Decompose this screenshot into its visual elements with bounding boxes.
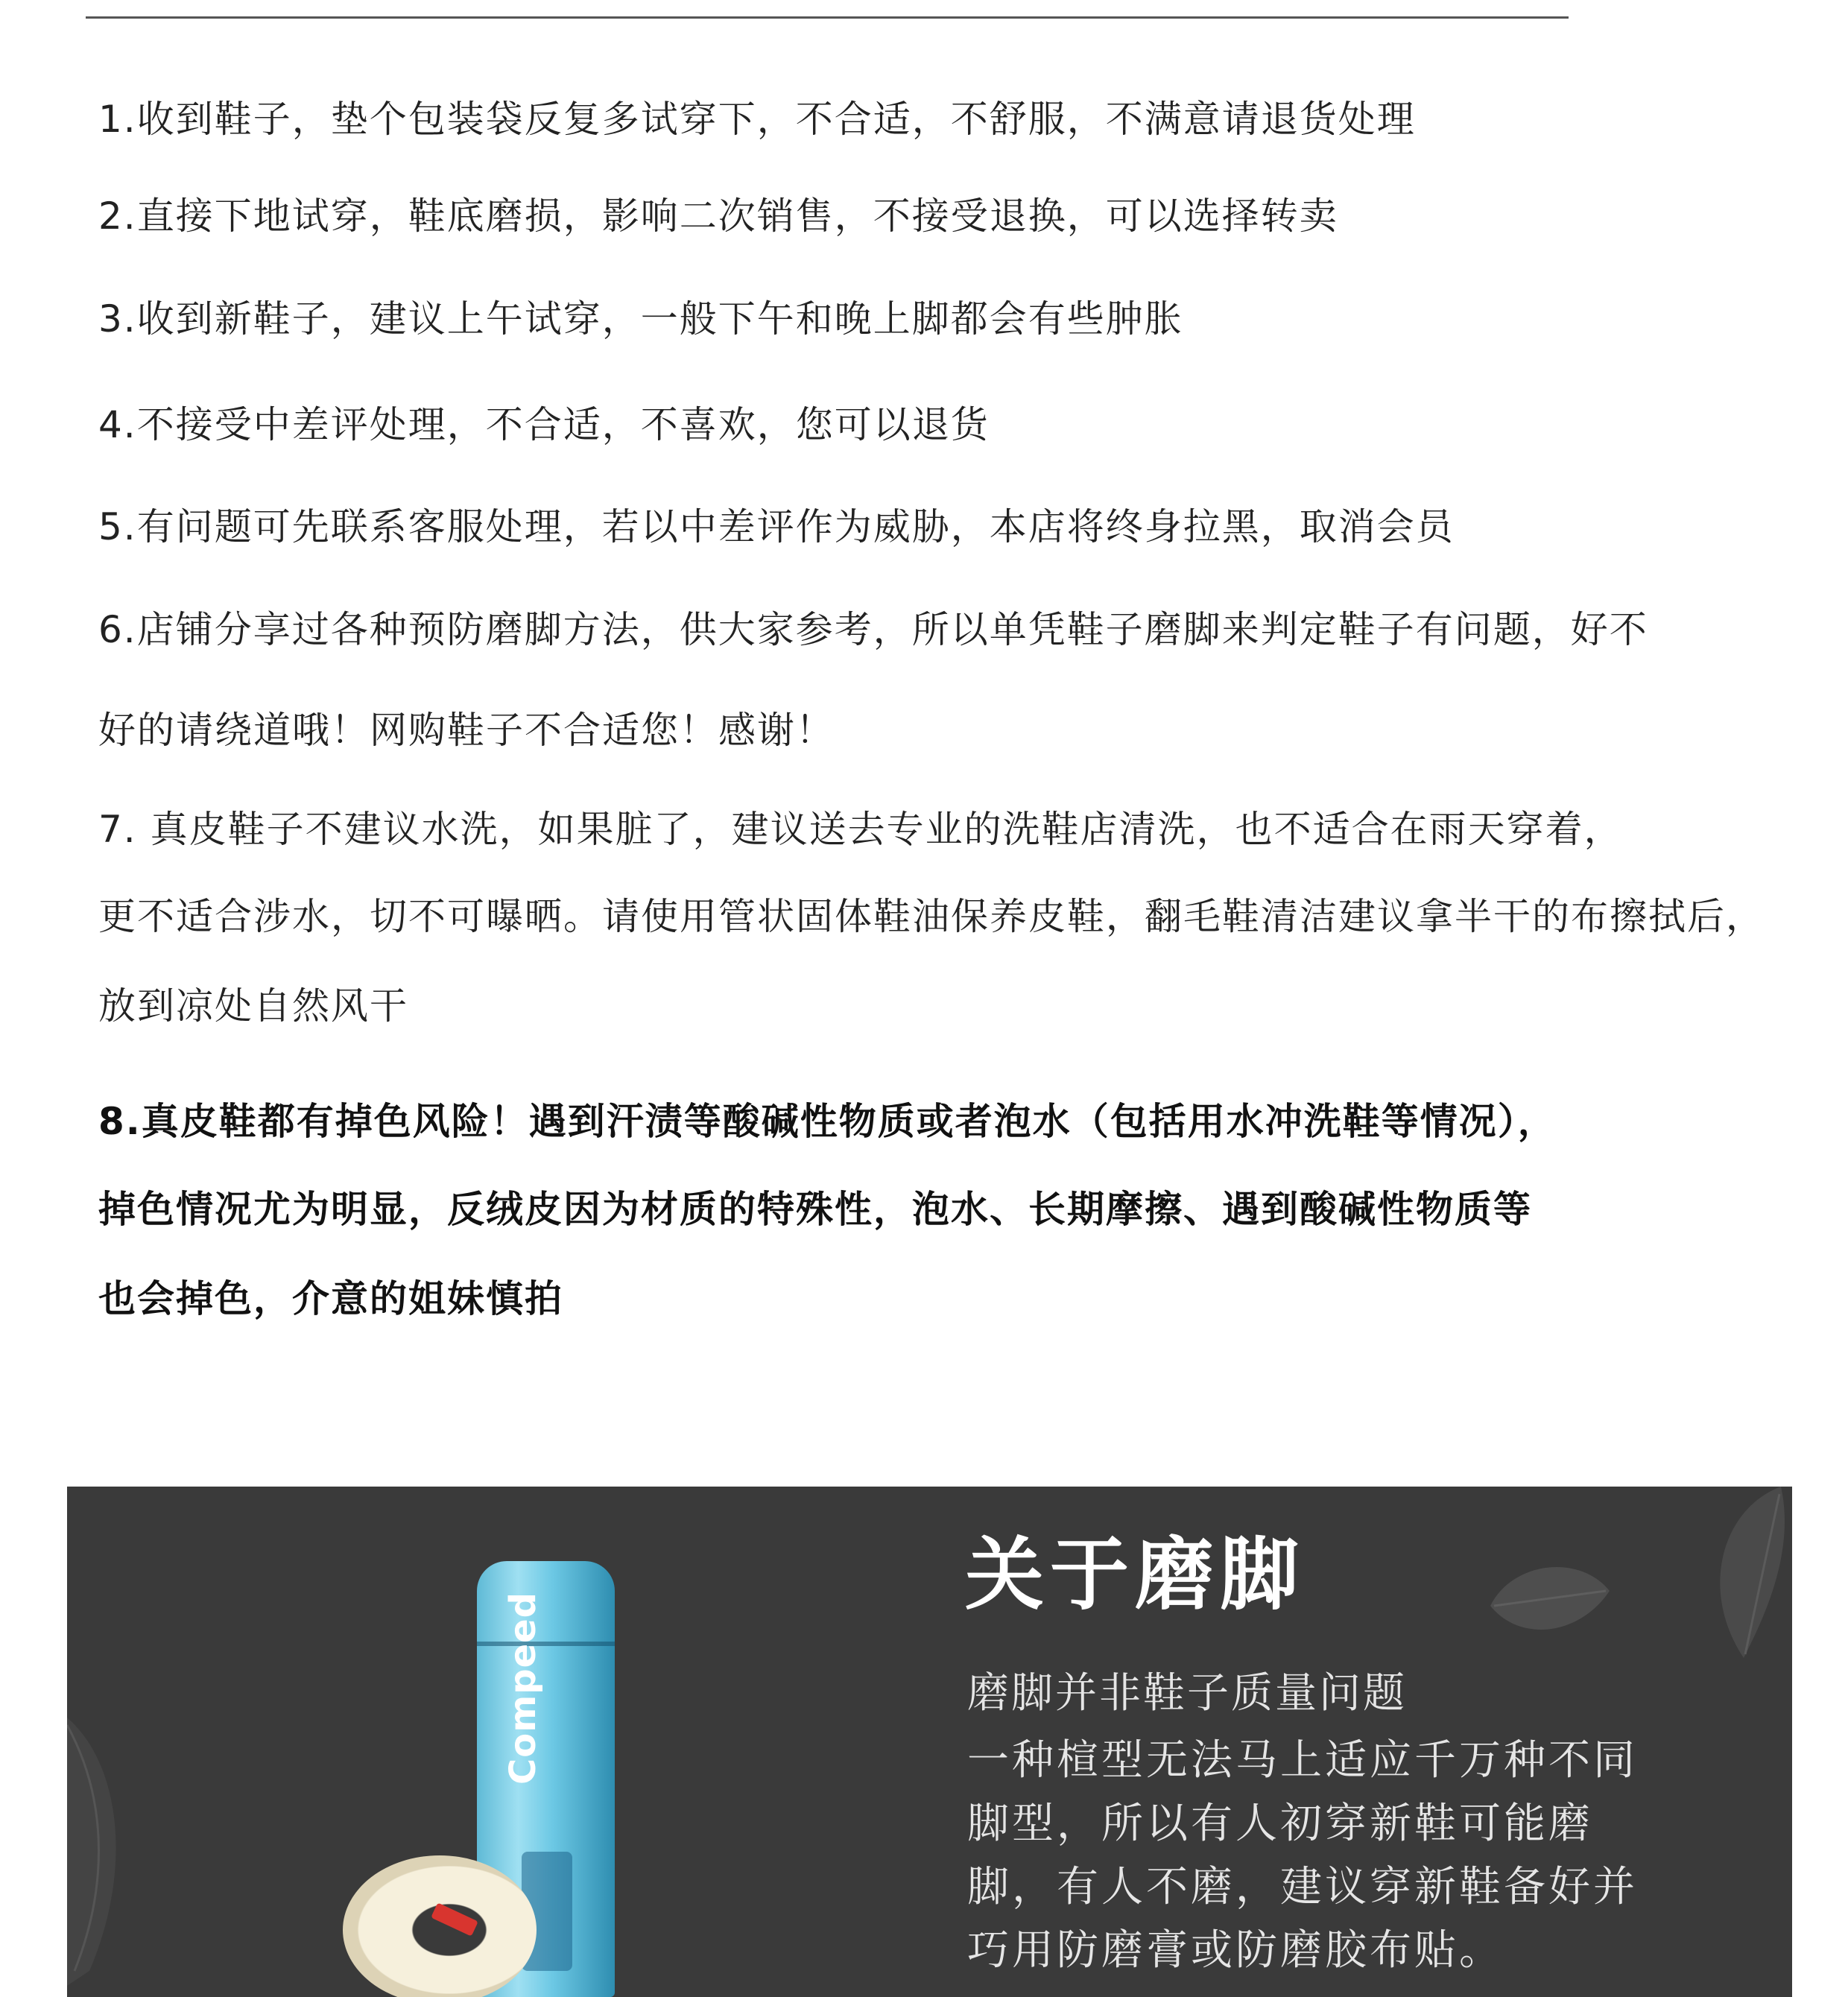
banner-subtitle: 磨脚并非鞋子质量问题 [967, 1669, 1407, 1718]
anti-blister-products [343, 1561, 730, 1997]
notice-line: 1.收到鞋子，垫个包装袋反复多试穿下，不合适，不舒服，不满意请退货处理 [98, 98, 1416, 141]
banner-body-line: 巧用防磨膏或防磨胶布贴。 [967, 1926, 1504, 1975]
notice-line-bold: 8.真皮鞋都有掉色风险！遇到汗渍等酸碱性物质或者泡水（包括用水冲洗鞋等情况）， [98, 1100, 1557, 1143]
leaf-decoration-icon [67, 1673, 156, 1986]
notice-line: 4.不接受中差评处理，不合适，不喜欢，您可以退货 [98, 403, 990, 446]
top-divider [86, 16, 1569, 19]
leaf-decoration-icon [1692, 1487, 1792, 1688]
banner-title: 关于磨脚 [965, 1528, 1305, 1621]
notice-line: 7. 真皮鞋子不建议水洗，如果脏了，建议送去专业的洗鞋店清洗，也不适合在雨天穿着， [98, 808, 1623, 851]
notice-line: 2.直接下地试穿，鞋底磨损，影响二次销售，不接受退换，可以选择转卖 [98, 194, 1338, 238]
notice-line-bold: 掉色情况尤为明显，反绒皮因为材质的特殊性，泡水、长期摩擦、遇到酸碱性物质等 [98, 1188, 1532, 1231]
tape-roll [343, 1855, 537, 1997]
notice-line: 3.收到新鞋子，建议上午试穿，一般下午和晚上脚都会有些肿胀 [98, 297, 1183, 341]
compeed-logo: Compeed [502, 1591, 544, 1785]
banner-body-line: 脚，有人不磨，建议穿新鞋备好并 [967, 1863, 1638, 1911]
notice-line: 更不适合涉水，切不可曝晒。请使用管状固体鞋油保养皮鞋，翻毛鞋清洁建议拿半干的布擦拭后， [98, 895, 1765, 938]
leaf-decoration-icon [1483, 1546, 1617, 1658]
notice-line: 5.有问题可先联系客服处理，若以中差评作为威胁，本店将终身拉黑，取消会员 [98, 505, 1455, 548]
notice-line: 好的请绕道哦！网购鞋子不合适您！感谢！ [98, 709, 835, 752]
banner-body-line: 一种楦型无法马上适应千万种不同 [967, 1736, 1638, 1785]
banner-body-line: 脚型，所以有人初穿新鞋可能磨 [967, 1800, 1593, 1848]
notice-line: 放到凉处自然风干 [98, 984, 408, 1028]
blister-info-banner [67, 1487, 1792, 1997]
notice-line: 6.店铺分享过各种预防磨脚方法，供大家参考，所以单凭鞋子磨脚来判定鞋子有问题，好不 [98, 608, 1648, 651]
notice-line-bold: 也会掉色，介意的姐妹慎拍 [98, 1277, 563, 1320]
